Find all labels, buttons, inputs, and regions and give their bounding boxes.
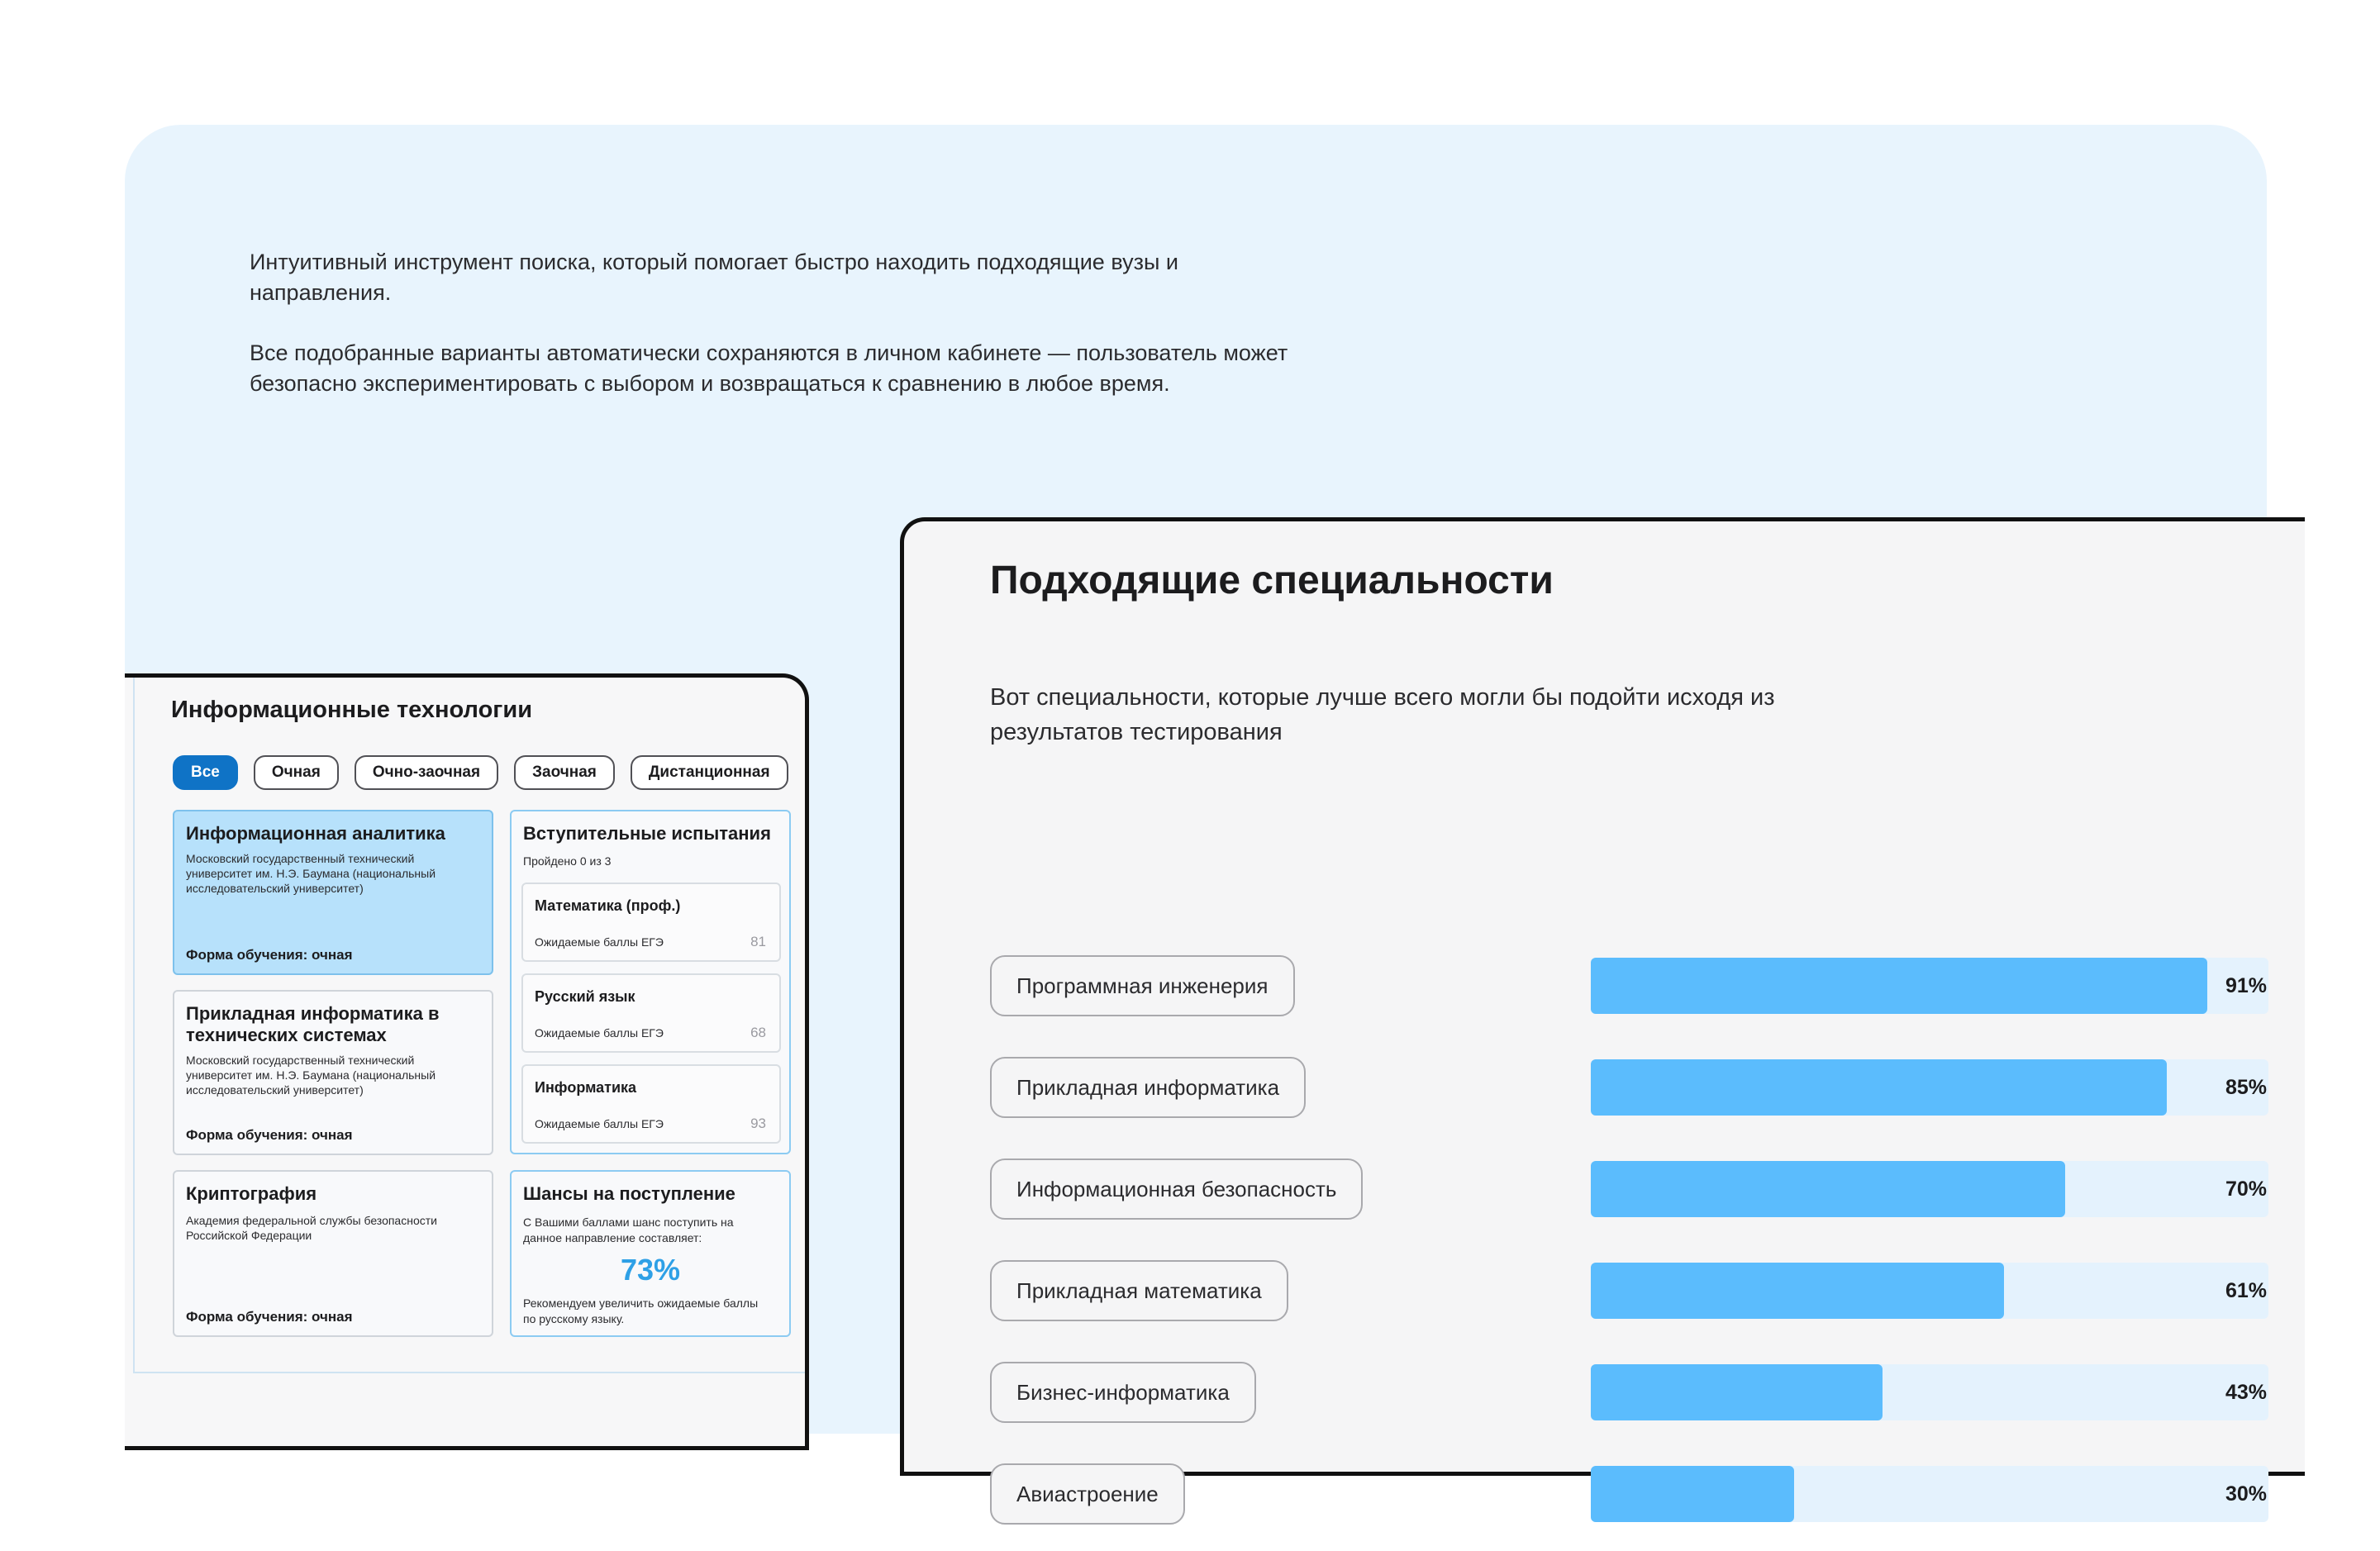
admission-chances-card xyxy=(510,1170,791,1337)
exam-score-label: Ожидаемые баллы ЕГЭ xyxy=(535,935,664,949)
exam-name: Информатика xyxy=(535,1079,637,1096)
specialty-pill[interactable]: Программная инженерия xyxy=(990,955,1295,1016)
program-card[interactable] xyxy=(173,1170,493,1337)
program-name: Информационная аналитика xyxy=(186,823,445,844)
admission-chances-text: С Вашими баллами шанс поступить на данное направление составляет: xyxy=(523,1216,734,1244)
filter-chip-all[interactable]: Все xyxy=(173,755,238,790)
admission-chances-recommendation: Рекомендуем увеличить ожидаемые баллы по русскому языку. xyxy=(523,1296,759,1325)
admission-chances-percent: 73% xyxy=(620,1253,681,1287)
match-bar-fill xyxy=(1591,1466,1794,1522)
filter-chip-full-time[interactable]: Очная xyxy=(254,755,339,790)
programs-card xyxy=(125,673,809,1450)
match-bar-track xyxy=(1591,1466,2268,1522)
filter-chip-part-time[interactable]: Очно-заочная xyxy=(355,755,498,790)
feature-panel xyxy=(125,125,2267,1506)
program-study-form: Форма обучения: очная xyxy=(186,1309,353,1325)
program-name: Криптография xyxy=(186,1183,317,1204)
specialty-row xyxy=(990,955,2312,1016)
match-bar-track xyxy=(1591,1059,2268,1116)
match-percent: 91% xyxy=(2225,974,2267,997)
match-bar-fill xyxy=(1591,1263,2004,1319)
specialties-card xyxy=(900,517,2305,1506)
specialties-title: Подходящие специальности xyxy=(990,559,1554,602)
match-bar-fill xyxy=(1591,958,2207,1014)
entrance-exams-card xyxy=(510,810,791,1154)
match-percent: 85% xyxy=(2225,1076,2267,1099)
exam-score-label: Ожидаемые баллы ЕГЭ xyxy=(535,1117,664,1130)
program-card-selected[interactable] xyxy=(173,810,493,975)
specialty-pill[interactable]: Прикладная математика xyxy=(990,1260,1288,1321)
specialty-row xyxy=(990,1362,2312,1423)
entrance-exams-progress: Пройдено 0 из 3 xyxy=(523,854,612,868)
match-bar-track xyxy=(1591,1161,2268,1217)
match-bar-fill xyxy=(1591,1364,1883,1420)
program-name: Прикладная информатика в технических системах xyxy=(186,1003,440,1045)
exam-item-math[interactable] xyxy=(521,883,781,962)
match-bar-fill xyxy=(1591,1161,2065,1217)
specialties-subtitle: Вот специальности, которые лучше всего могли бы подойти исходя из результатов тестирования xyxy=(990,684,1775,745)
entrance-exams-title: Вступительные испытания xyxy=(523,823,771,844)
filter-chip-extramural[interactable]: Заочная xyxy=(514,755,615,790)
specialty-pill[interactable]: Авиастроение xyxy=(990,1463,1185,1525)
admission-chances-title: Шансы на поступление xyxy=(523,1183,735,1204)
exam-name: Русский язык xyxy=(535,988,635,1005)
exam-score-value: 93 xyxy=(750,1116,766,1131)
specialty-row xyxy=(990,1057,2312,1118)
program-university: Московский государственный технический университет им. Н.Э. Баумана (национальный исследовательский университет) xyxy=(186,852,436,895)
match-percent: 43% xyxy=(2225,1381,2267,1404)
exam-score-value: 81 xyxy=(750,934,766,949)
filter-chip-distance[interactable]: Дистанционная xyxy=(631,755,788,790)
program-card[interactable] xyxy=(173,990,493,1155)
exam-score-value: 68 xyxy=(750,1025,766,1040)
exam-name: Математика (проф.) xyxy=(535,897,681,914)
study-form-filters xyxy=(173,755,788,790)
programs-card-inner xyxy=(133,678,805,1373)
specialty-pill[interactable]: Прикладная информатика xyxy=(990,1057,1306,1118)
intro-paragraph-1: Интуитивный инструмент поиска, который помогает быстро находить подходящие вузы и направления. xyxy=(250,250,1178,305)
match-percent: 61% xyxy=(2225,1279,2267,1302)
match-bar-track xyxy=(1591,1263,2268,1319)
specialty-row xyxy=(990,1158,2312,1220)
program-study-form: Форма обучения: очная xyxy=(186,947,353,963)
match-percent: 30% xyxy=(2225,1482,2267,1506)
exam-score-label: Ожидаемые баллы ЕГЭ xyxy=(535,1026,664,1040)
specialty-row xyxy=(990,1463,2312,1525)
specialty-pill[interactable]: Бизнес-информатика xyxy=(990,1362,1256,1423)
program-study-form: Форма обучения: очная xyxy=(186,1127,353,1143)
match-bar-track xyxy=(1591,1364,2268,1420)
specialty-pill[interactable]: Информационная безопасность xyxy=(990,1158,1363,1220)
program-university: Московский государственный технический университет им. Н.Э. Баумана (национальный исследовательский университет) xyxy=(186,1054,436,1097)
programs-card-title: Информационные технологии xyxy=(171,697,533,723)
exam-item-informatics[interactable] xyxy=(521,1064,781,1144)
intro-paragraph-2: Все подобранные варианты автоматически сохраняются в личном кабинете — пользователь может безопасно экспериментировать с выбором и возвращаться к сравнению в любое время. xyxy=(250,340,1288,396)
match-bar-track xyxy=(1591,958,2268,1014)
match-percent: 70% xyxy=(2225,1178,2267,1201)
specialty-row xyxy=(990,1260,2312,1321)
match-bar-fill xyxy=(1591,1059,2167,1116)
program-university: Академия федеральной службы безопасности Российской Федерации xyxy=(186,1214,437,1242)
exam-item-russian[interactable] xyxy=(521,973,781,1053)
